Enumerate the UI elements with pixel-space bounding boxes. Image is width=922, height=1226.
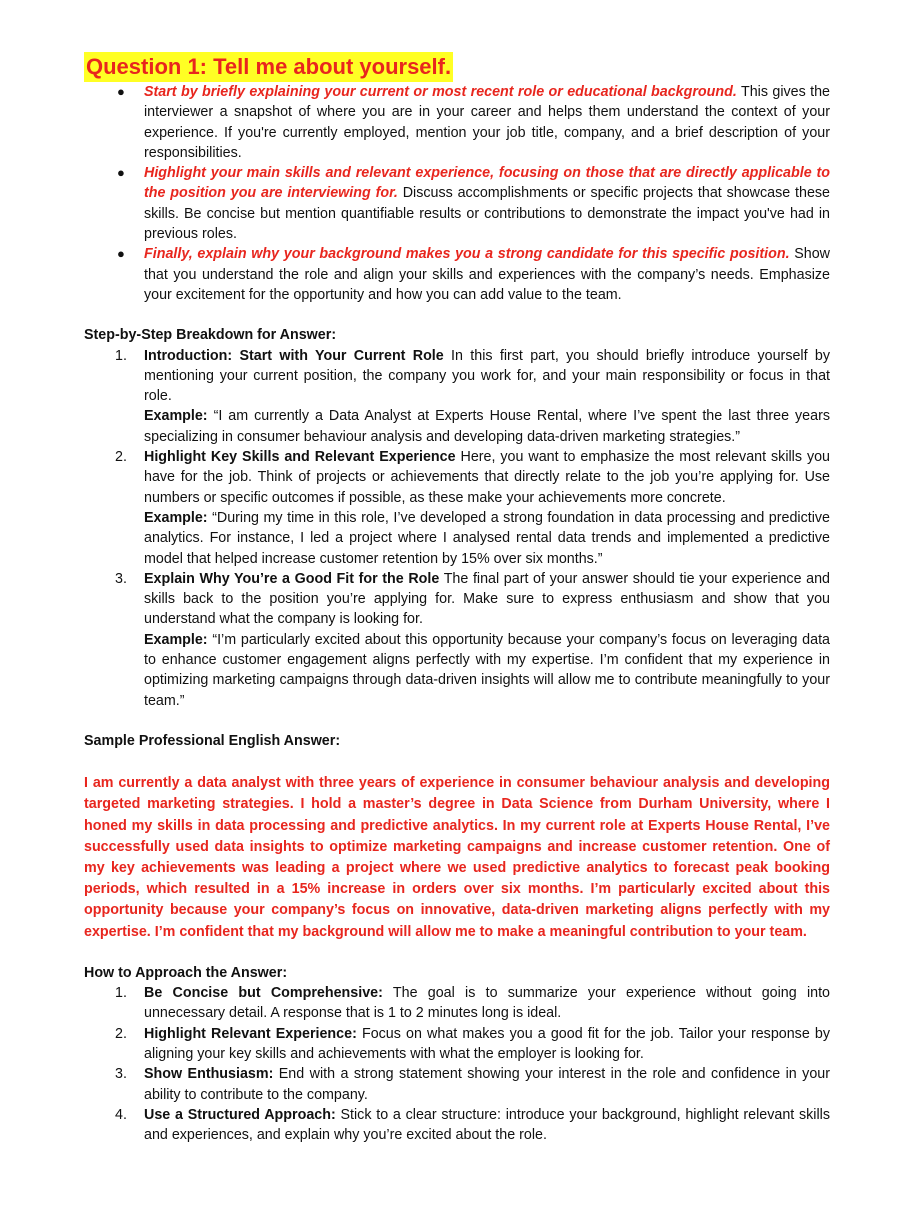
item-number: 2. xyxy=(115,1025,127,1042)
list-item xyxy=(84,346,830,447)
breakdown-heading: Step-by-Step Breakdown for Answer: xyxy=(84,327,337,344)
tips-list xyxy=(84,82,830,305)
step-title: Explain Why You’re a Good Fit for the Role xyxy=(144,570,440,587)
step-number: 1. xyxy=(115,347,127,364)
example-label: Example: xyxy=(144,408,208,425)
step-text: Here, you want to emphasize the most relevant skills you have for the job. Think of projects or achievements that directly relate to the job you’re applying for. Use numbers or specific outcomes if possible, as these make your achievements more concrete. xyxy=(144,449,830,506)
tip-lead: Highlight your main skills and relevant experience, focusing on those that are directly applicable to the position you are interviewing for. xyxy=(144,165,830,202)
step-number: 3. xyxy=(115,570,127,587)
list-item xyxy=(84,447,830,569)
tip-lead: Start by briefly explaining your current or most recent role or educational background. xyxy=(144,84,737,100)
step-text: In this first part, you should briefly introduce yourself by mentioning your current position, the company you work for, and your main responsibility or focus in that role. xyxy=(144,347,830,405)
bullet-icon: ● xyxy=(117,165,125,181)
list-item xyxy=(84,244,830,305)
tip-lead: Finally, explain why your background makes you a strong candidate for this specific position. xyxy=(144,246,790,263)
item-title: Show Enthusiasm: xyxy=(144,1066,274,1083)
step-title: Highlight Key Skills and Relevant Experience xyxy=(144,449,456,466)
list-item xyxy=(84,983,830,1024)
item-title: Be Concise but Comprehensive: xyxy=(144,985,383,1002)
list-item xyxy=(84,82,830,163)
sample-heading: Sample Professional English Answer: xyxy=(84,732,341,749)
example-text: “During my time in this role, I’ve developed a strong foundation in data processing and predictive analytics. For instance, I led a project where I analysed rental data trends and implemented a predictive model that helped increase customer retention by 15% over six months.” xyxy=(144,509,830,567)
tip-text: Show that you understand the role and align your skills and experiences with the company’s needs. Emphasize your excitement for the opportunity and how you can add value to the team. xyxy=(144,246,830,303)
approach-list xyxy=(84,983,830,1145)
sample-answer: I am currently a data analyst with three years of experience in consumer behaviour analysis and developing targeted marketing strategies. I hold a master’s degree in Data Science from Durham University, where I honed my skills in data processing and predictive analytics. In my current role at Experts House Rental, I’ve successfully used data insights to optimize marketing campaigns and increase customer retention. One of my key achievements was leading a project where we used predictive analytics to forecast peak booking periods, which resulted in a 15% increase in orders over six months. I’m particularly excited about this opportunity because your company’s focus on innovative, data-driven marketing aligns perfectly with my expertise. I’m confident that my background will allow me to make a meaningful contribution to your team. xyxy=(84,775,830,940)
list-item xyxy=(84,1105,830,1146)
list-item xyxy=(84,1024,830,1065)
step-text: The final part of your answer should tie your experience and skills back to the position you’re applying for. Make sure to express enthusiasm and show that you understand what the company is looking for. xyxy=(144,570,831,628)
example-text: “I am currently a Data Analyst at Experts House Rental, where I’ve spent the last three years specializing in consumer behaviour analysis and developing data-driven marketing strategies.” xyxy=(144,408,830,445)
step-number: 2. xyxy=(115,449,127,466)
item-text: Stick to a clear structure: introduce your background, highlight relevant skills and experiences, and explain why you’re excited about the role. xyxy=(144,1106,830,1144)
item-text: Focus on what makes you a good fit for the job. Tailor your response by aligning your key skills and achievements with what the employer is looking for. xyxy=(144,1025,830,1063)
example-text: “I’m particularly excited about this opportunity because your company’s focus on leveraging data to enhance customer engagement aligns perfectly with my expertise. I’m confident that my experience in optimizing marketing campaigns through data-driven insights will allow me to contribute meaningfully to your team.” xyxy=(144,631,830,709)
item-text: The goal is to summarize your experience without going into unnecessary detail. A response that is 1 to 2 minutes long is ideal. xyxy=(144,985,830,1022)
question-title: Question 1: Tell me about yourself. xyxy=(84,52,453,82)
list-item xyxy=(84,163,830,244)
item-number: 1. xyxy=(115,985,127,1002)
item-number: 3. xyxy=(115,1066,127,1083)
example-label: Example: xyxy=(144,631,208,648)
item-text: End with a strong statement showing your interest in the role and confidence in your ability to contribute to the company. xyxy=(144,1066,830,1103)
item-title: Use a Structured Approach: xyxy=(144,1106,336,1123)
approach-heading: How to Approach the Answer: xyxy=(84,964,288,981)
item-number: 4. xyxy=(115,1106,127,1123)
list-item xyxy=(84,569,830,711)
list-item xyxy=(84,1064,830,1105)
tip-text: Discuss accomplishments or specific projects that showcase these skills. Be concise but mention quantifiable results or contributions to demonstrate the impact you've had in previous roles. xyxy=(144,185,831,243)
item-title: Highlight Relevant Experience: xyxy=(144,1025,357,1042)
example-label: Example: xyxy=(144,509,208,526)
bullet-icon: ● xyxy=(117,84,125,99)
tip-text: This gives the interviewer a snapshot of where you are in your career and helps them understand the context of your experience. If you're currently employed, mention your job title, company, and a brief description of your responsibilities. xyxy=(144,84,830,161)
breakdown-steps xyxy=(84,346,830,711)
step-title: Introduction: Start with Your Current Role xyxy=(144,347,444,364)
bullet-icon: ● xyxy=(117,246,125,262)
